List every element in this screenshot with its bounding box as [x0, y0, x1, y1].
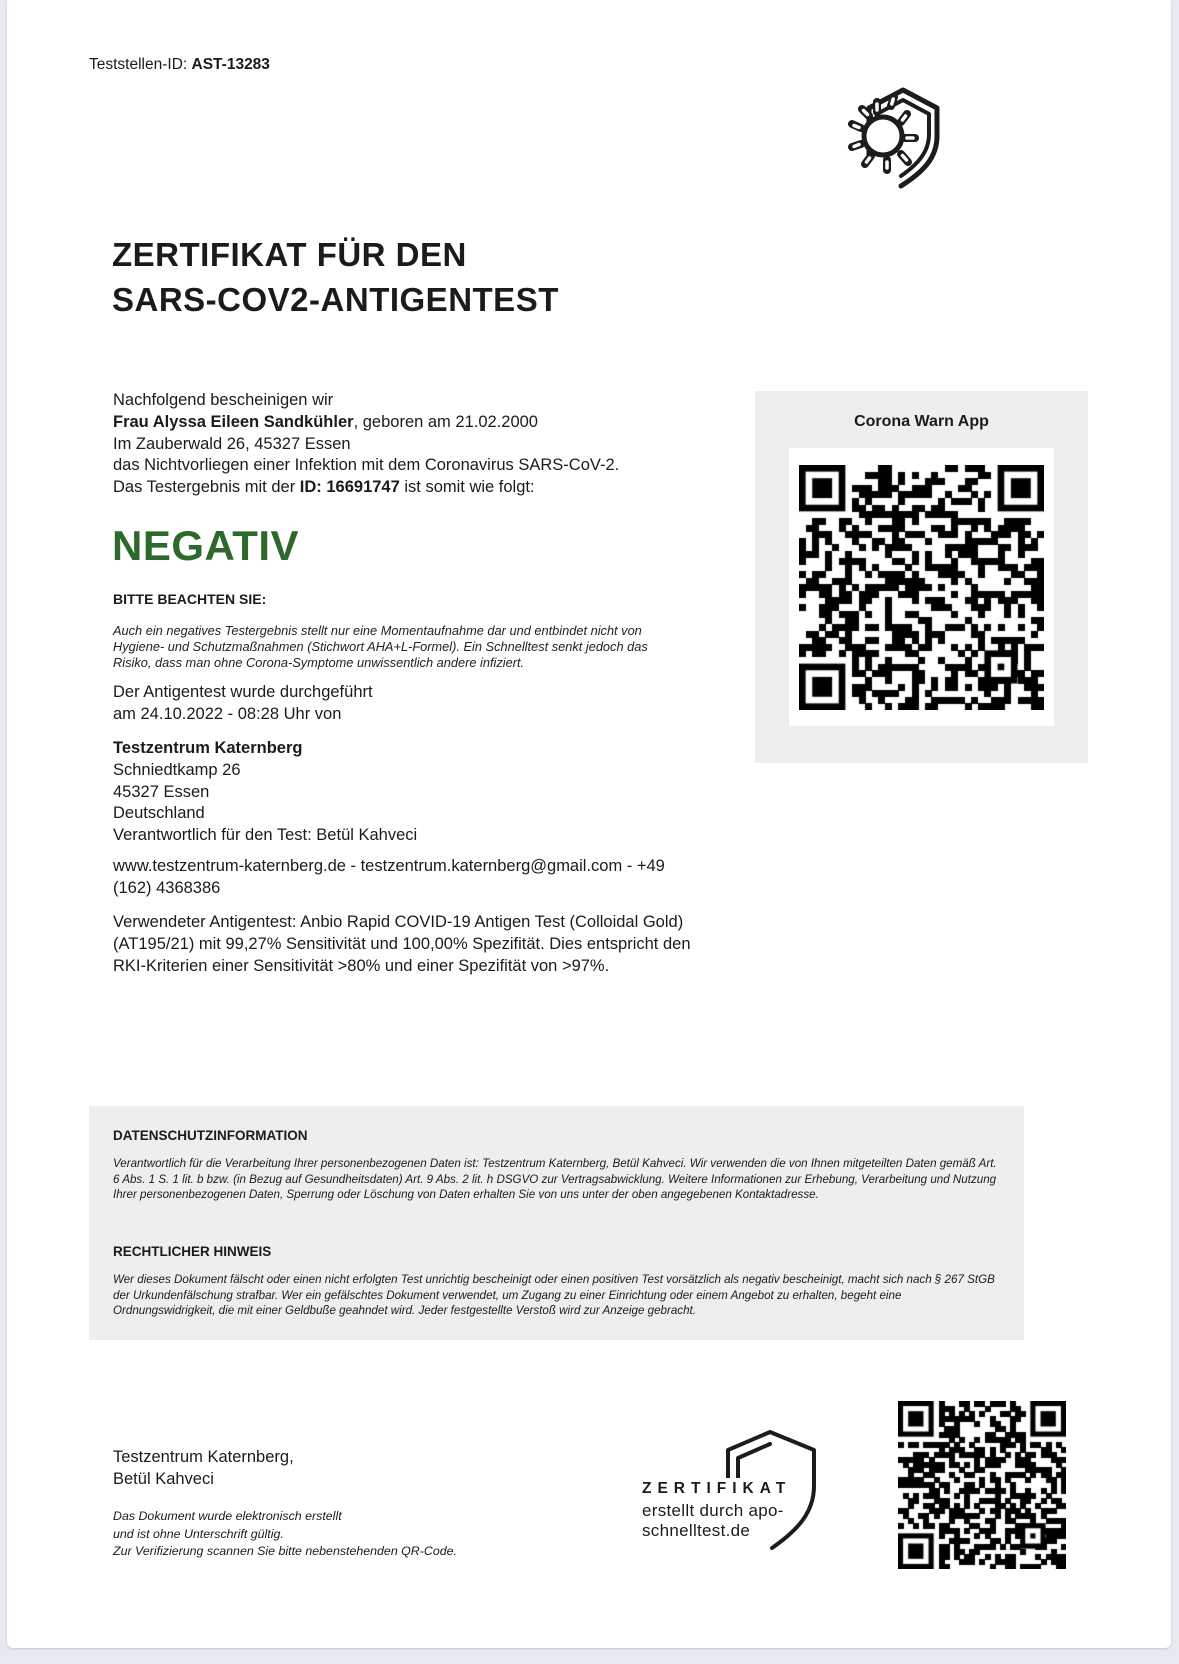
teststellen-id-value: AST-13283 [191, 56, 270, 73]
footer-note [113, 1508, 457, 1561]
test-center-street: Schniedtkamp 26 [113, 760, 241, 779]
test-center-name: Testzentrum Katernberg [113, 739, 303, 757]
person-address: Im Zauberwald 26, 45327 Essen [113, 434, 351, 453]
apo-logo-line3: schnelltest.de [642, 1521, 751, 1540]
corona-warn-qr-code [799, 465, 1044, 710]
test-center-country: Deutschland [113, 804, 205, 823]
result-text: NEGATIV [112, 522, 300, 569]
antigen-test-info: Verwendeter Antigentest: Anbio Rapid COVID-19 Antigen Test (Colloidal Gold) (AT195/21) mit 99,27% Sensitivität und 100,00% Spezifität. Dies entspricht den RKI-Kriterien einer Sensitivität >80% und einer Spezifität von >97%. [113, 913, 691, 975]
footer-issuer [113, 1446, 294, 1490]
corona-warn-qr-panel [789, 448, 1054, 726]
test-id: ID: 16691747 [299, 478, 400, 497]
conducted-datetime: am 24.10.2022 - 08:28 Uhr von [113, 704, 342, 723]
test-center-city: 45327 Essen [113, 782, 210, 801]
page-title-line1: ZERTIFIKAT FÜR DEN [112, 236, 467, 273]
person-line: Frau Alyssa Eileen Sandkühler, geboren am 21.02.2000 [113, 412, 538, 431]
virus-shield-icon [843, 78, 963, 201]
footer-issuer-line1: Testzentrum Katernberg, [113, 1448, 294, 1466]
legal-note-heading: RECHTLICHER HINWEIS [113, 1244, 272, 1259]
certificate-page [7, 0, 1171, 1648]
footer-issuer-line2: Betül Kahveci [113, 1470, 214, 1488]
apo-logo-line1: ZERTIFIKAT [640, 1478, 793, 1500]
footer-note-line3: Zur Verifizierung scannen Sie bitte nebenstehenden QR-Code. [113, 1544, 457, 1558]
notice-heading: BITTE BEACHTEN SIE: [113, 591, 267, 607]
privacy-heading: DATENSCHUTZINFORMATION [113, 1128, 308, 1143]
conducted-line1: Der Antigentest wurde durchgeführt [113, 683, 373, 701]
footer-note-line2: und ist ohne Unterschrift gültig. [113, 1526, 284, 1541]
teststellen-id-line [89, 56, 270, 74]
verification-qr-code [898, 1401, 1066, 1569]
result-intro-line: Das Testergebnis mit der ID: 16691747 ist somit wie folgt: [113, 478, 535, 497]
statement-line: das Nichtvorliegen einer Infektion mit dem Coronavirus SARS-CoV-2. [113, 456, 620, 475]
person-name: Frau Alyssa Eileen Sandkühler [113, 412, 354, 431]
privacy-text: Verantwortlich für die Verarbeitung Ihrer personenbezogenen Daten ist: Testzentrum Katernberg, Betül Kahveci. Wir verwenden die von Ihnen mitgeteilten Daten gemäß Art. 6 Abs. 1 S. 1 lit. b bzw. (in Bezug auf Gesundheitsdaten) Art. 9 Abs. 2 lit. h DSGVO zur Vertragsabwicklung. Weitere Informationen zur Erhebung, Verarbeitung und Nutzung Ihrer personenbezogenen Daten, Sperrung oder Löschung von Daten erhalten Sie von uns unter der oben angegebenen Kontaktadresse. [113, 1157, 997, 1202]
certification-paragraph [113, 390, 713, 499]
test-center-contact: www.testzentrum-katernberg.de - testzentrum.katernberg@gmail.com - +49 (162) 4368386 [113, 857, 665, 897]
apo-logo-line2: erstellt durch apo- [642, 1501, 784, 1520]
teststellen-id-label: Teststellen-ID: [89, 56, 188, 73]
test-center-responsible: Verantwortlich für den Test: Betül Kahveci [113, 826, 418, 845]
apo-schnelltest-logo-text [640, 1478, 793, 1540]
intro-line: Nachfolgend bescheinigen wir [113, 391, 334, 409]
page-title [112, 232, 559, 322]
page-title-line2: SARS-COV2-ANTIGENTEST [112, 281, 559, 318]
footer-note-line1: Das Dokument wurde elektronisch erstellt [113, 1509, 342, 1523]
corona-warn-app-title: Corona Warn App [854, 413, 989, 430]
test-center-block [113, 738, 417, 847]
corona-warn-app-panel [755, 391, 1088, 763]
notice-text: Auch ein negatives Testergebnis stellt nur eine Momentaufnahme dar und entbindet nicht von Hygiene- und Schutzmaßnahmen (Stichwort AHA+L-Formel). Ein Schnelltest senkt jedoch das Risiko, dass man ohne Corona-Symptome unwissentlich andere infiziert. [113, 623, 648, 671]
conducted-block [113, 682, 373, 726]
legal-panel [89, 1106, 1024, 1340]
legal-note-text: Wer dieses Dokument fälscht oder einen nicht erfolgten Test unrichtig bescheinigt oder einen positiven Test vorsätzlich als negativ bescheinigt, macht sich nach § 267 StGB der Urkundenfälschung strafbar. Wer ein gefälschtes Dokument verwendet, um Zugang zu einer Einrichtung oder einem Angebot zu erhalten, begeht eine Ordnungswidrigkeit, die mit einer Geldbuße geahndet wird. Jeder festgestellte Verstoß wird zur Anzeige gebracht. [113, 1273, 995, 1318]
